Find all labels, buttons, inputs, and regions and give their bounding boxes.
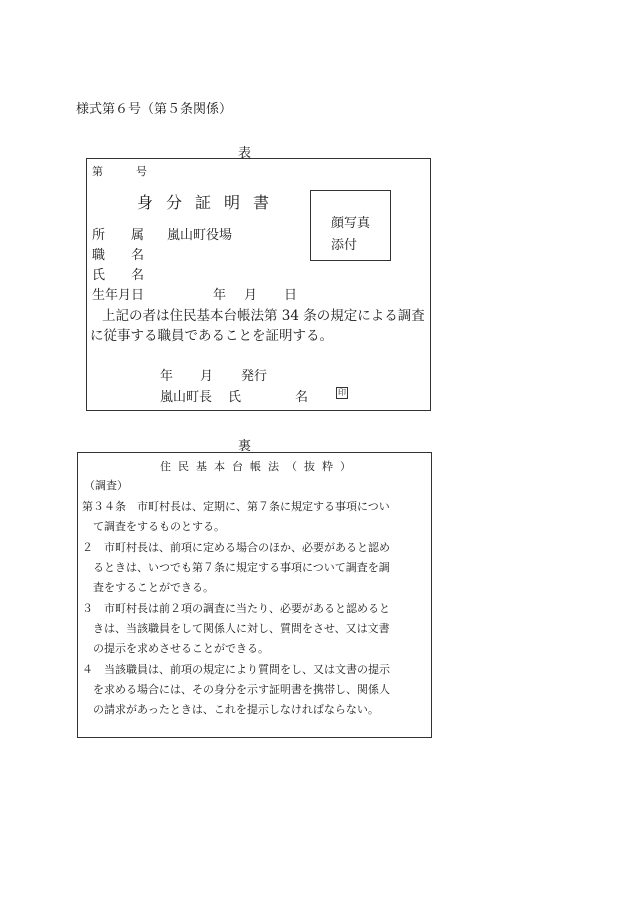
birth-year: 年 bbox=[213, 288, 227, 303]
birth-day: 日 bbox=[284, 288, 298, 303]
law-line: の提示を求めさせることができる。 bbox=[93, 642, 269, 655]
field-label-title: 職 名 bbox=[92, 248, 145, 263]
issuer-name-label-2: 名 bbox=[295, 390, 309, 405]
law-line: ３ 市町村長は前２項の調査に当たり、必要があると認めると bbox=[82, 602, 390, 615]
certificate-number: 第 号 bbox=[92, 165, 147, 178]
issue-year: 年 bbox=[160, 369, 174, 384]
certification-text-line-1: 上記の者は住民基本台帳法第 34 条の規定による調査 bbox=[102, 308, 425, 324]
law-line: 第３４条 市町村長は、定期に、第７条に規定する事項につい bbox=[82, 500, 390, 513]
law-line: ２ 市町村長は、前項に定める場合のほか、必要があると認め bbox=[82, 541, 390, 554]
law-excerpt-title: 住民基本台帳法（抜粋） bbox=[160, 460, 358, 473]
law-line: ４ 当該職員は、前項の規定により質問をし、又は文書の提示 bbox=[82, 663, 390, 676]
front-heading: 表 bbox=[238, 146, 252, 161]
seal-mark: 印 bbox=[338, 388, 346, 397]
law-line: るときは、いつでも第７条に規定する事項について調査を調 bbox=[93, 561, 390, 574]
issuer-name-label: 氏 bbox=[228, 390, 242, 405]
photo-label-1: 顔写真 bbox=[331, 216, 371, 231]
law-line: の請求があったときは、これを提示しなければならない。 bbox=[93, 703, 379, 716]
certificate-title: 身分証明書 bbox=[137, 193, 283, 212]
back-heading: 裏 bbox=[238, 439, 252, 454]
law-line: て調査をするものとする。 bbox=[93, 520, 225, 533]
issuer: 嵐山町長 bbox=[160, 390, 213, 405]
birthdate-label: 生年月日 bbox=[92, 288, 145, 303]
law-line: 査をすることができる。 bbox=[93, 581, 214, 594]
law-line: きは、当該職員をして関係人に対し、質問をさせ、又は文書 bbox=[93, 622, 390, 635]
law-line: を求める場合には、その身分を示す証明書を携帯し、関係人 bbox=[93, 683, 390, 696]
certification-text-line-2: に従事する職員であることを証明する。 bbox=[90, 328, 333, 344]
field-label-affiliation: 所 属 bbox=[92, 228, 145, 243]
field-value-affiliation: 嵐山町役場 bbox=[167, 228, 233, 243]
photo-label-2: 添付 bbox=[331, 238, 358, 253]
issue-month: 月 bbox=[200, 369, 214, 384]
law-caption: （調査） bbox=[84, 479, 128, 492]
form-number: 様式第６号（第５条関係） bbox=[76, 102, 233, 117]
issue-label: 発行 bbox=[241, 369, 268, 384]
field-label-name: 氏 名 bbox=[92, 268, 145, 283]
birth-month: 月 bbox=[244, 288, 258, 303]
